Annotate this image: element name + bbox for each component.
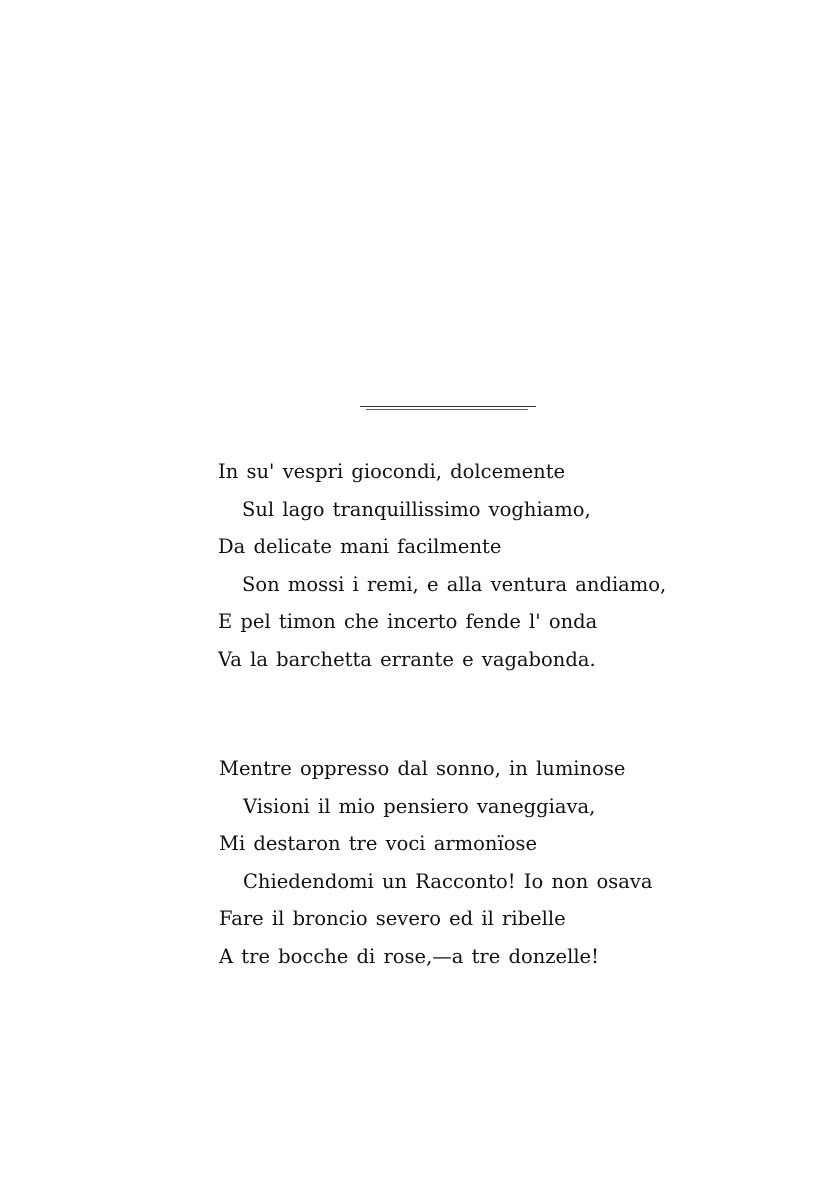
stanza-1	[0, 459, 840, 684]
verse-line: In su' vespri giocondi, dolcemente	[218, 460, 566, 483]
verse-line: Va la barchetta errante e vagabonda.	[218, 647, 596, 671]
verse-line: Visioni il mio pensiero vaneggiava,	[243, 794, 596, 818]
verse-line: Son mossi i remi, e alla ventura andiamo,	[242, 572, 667, 596]
verse-line: Mi destaron tre voci armonïose	[219, 832, 537, 855]
verse-line: A tre bocche di rose,—a tre donzelle!	[219, 944, 599, 968]
stanza-2	[0, 756, 840, 981]
verse-line: Mentre oppresso dal sonno, in luminose	[219, 757, 626, 780]
rule-line-top	[360, 406, 536, 407]
verse-line: Fare il broncio severo ed il ribelle	[219, 907, 566, 930]
verse-line: E pel timon che incerto fende l' onda	[218, 610, 598, 633]
verse-line: Da delicate mani facilmente	[218, 535, 502, 558]
verse-line: Sul lago tranquillissimo voghiamo,	[242, 497, 591, 521]
verse-line: Chiedendomi un Racconto! Io non osava	[243, 869, 653, 893]
decorative-rule	[360, 404, 536, 412]
rule-line-bottom	[366, 409, 528, 410]
